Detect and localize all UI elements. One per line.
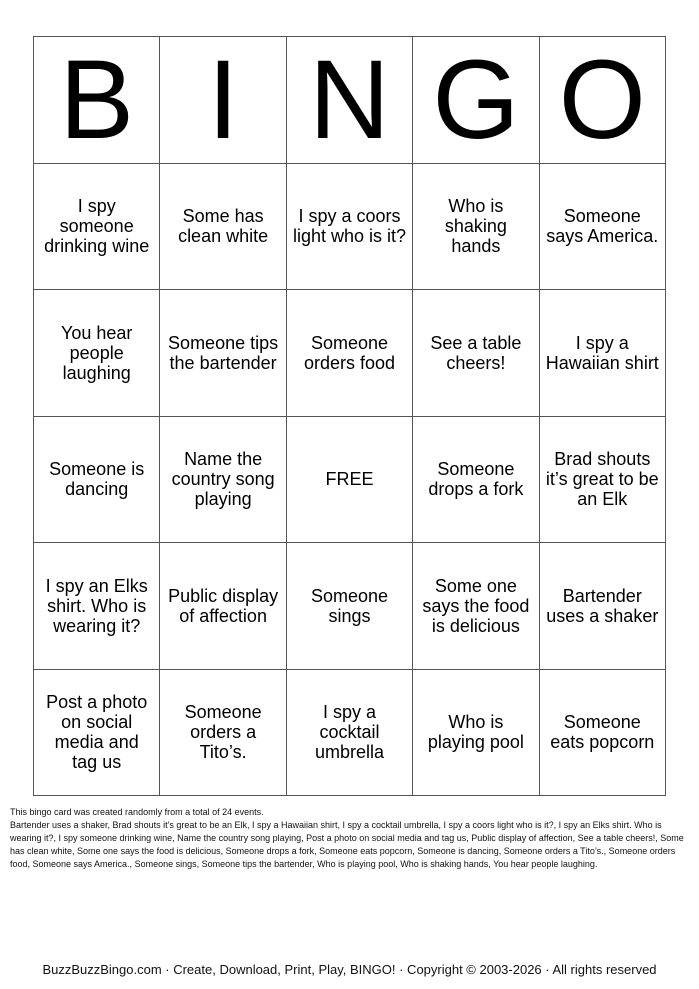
bingo-cell: Post a photo on social media and tag us <box>34 670 160 797</box>
bingo-cell: Public display of affection <box>160 543 286 670</box>
bingo-cell: Who is shaking hands <box>413 164 539 291</box>
bingo-cell: Bartender uses a shaker <box>540 543 666 670</box>
bingo-cell: Name the country song playing <box>160 417 286 544</box>
bingo-cell: I spy a Hawaiian shirt <box>540 290 666 417</box>
header-letter-n: N <box>287 37 413 164</box>
bingo-cell: See a table cheers! <box>413 290 539 417</box>
bingo-cell: Someone drops a fork <box>413 417 539 544</box>
bingo-cell: Someone orders a Tito’s. <box>160 670 286 797</box>
bingo-cell: Brad shouts it’s great to be an Elk <box>540 417 666 544</box>
header-letter-o: O <box>540 37 666 164</box>
bingo-cell: I spy a coors light who is it? <box>287 164 413 291</box>
bingo-cell: Someone tips the bartender <box>160 290 286 417</box>
bingo-cell: Who is playing pool <box>413 670 539 797</box>
bingo-cell: I spy an Elks shirt. Who is wearing it? <box>34 543 160 670</box>
bingo-cell: Someone orders food <box>287 290 413 417</box>
bingo-card <box>33 36 666 796</box>
bingo-cell: Some has clean white <box>160 164 286 291</box>
bingo-cell: I spy someone drinking wine <box>34 164 160 291</box>
bingo-cell: Someone says America. <box>540 164 666 291</box>
page-footer: BuzzBuzzBingo.com · Create, Download, Print, Play, BINGO! · Copyright © 2003-2026 · All rights reserved <box>42 962 657 977</box>
note-event-list: Bartender uses a shaker, Brad shouts it’s great to be an Elk, I spy a Hawaiian shirt, I spy a cocktail umbrella, I spy a coors light who is it?, I spy an Elks shirt. Who is wearing it?, I spy someone drinking wine, Name the country song playing, Post a photo on social media and tag us, Public display of affection, See a table cheers!, Some has clean white, Some one says the food is delicious, Someone drops a fork, Someone eats popcorn, Someone is dancing, Someone orders a Tito’s., Someone orders food, Someone says America., Someone sings, Someone tips the bartender, Who is playing pool, Who is shaking hands, You hear people laughing. <box>10 820 684 869</box>
card-info-note <box>10 806 690 871</box>
note-summary: This bingo card was created randomly from a total of 24 events. <box>10 807 264 817</box>
bingo-cell: Some one says the food is delicious <box>413 543 539 670</box>
bingo-cell: I spy a cocktail umbrella <box>287 670 413 797</box>
bingo-cell: You hear people laughing <box>34 290 160 417</box>
free-space-cell: FREE <box>287 417 413 544</box>
bingo-cell: Someone is dancing <box>34 417 160 544</box>
bingo-cell: Someone sings <box>287 543 413 670</box>
header-letter-g: G <box>413 37 539 164</box>
header-letter-i: I <box>160 37 286 164</box>
header-letter-b: B <box>34 37 160 164</box>
bingo-cell: Someone eats popcorn <box>540 670 666 797</box>
